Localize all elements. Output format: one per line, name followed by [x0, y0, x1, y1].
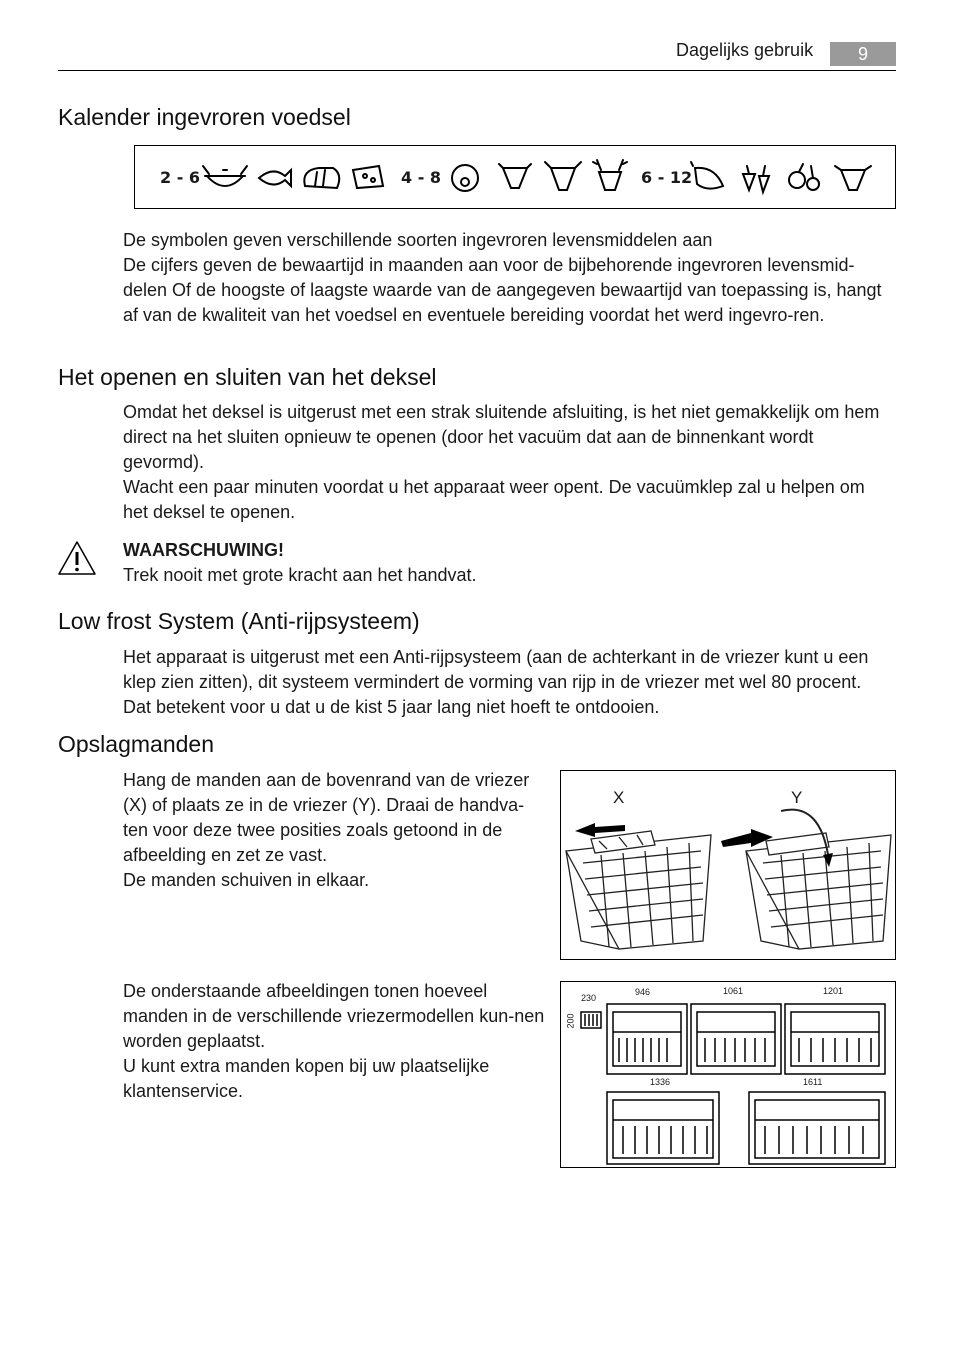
dim-200: 200: [565, 1013, 576, 1029]
calendar-text: [123, 228, 898, 328]
basket-x-drawing: [566, 831, 711, 949]
dim-1201: 1201: [823, 986, 844, 996]
range-2-6: 2 - 6: [160, 168, 201, 187]
baskets-para-2: De manden schuiven in elkaar.: [123, 870, 370, 890]
warning-text: Trek nooit met grote kracht aan het handvat.: [123, 565, 477, 585]
bread-icon: [304, 168, 339, 188]
warning-icon: [57, 540, 97, 576]
warning-title: WAARSCHUWING!: [123, 540, 284, 560]
page-number: 9: [830, 42, 896, 66]
running-header: Dagelijks gebruik: [676, 40, 814, 60]
baskets-heading: Opslagmanden: [58, 731, 214, 757]
baskets-para-3: De onderstaande afbeeldingen tonen hoeveel manden in de verschillende vriezermodellen kun-nen worden geplaatst.: [123, 981, 545, 1051]
range-4-8: 4 - 8: [401, 168, 442, 187]
deer-icon: [593, 160, 627, 190]
calendar-para-1: De symbolen geven verschillende soorten ingevroren levensmiddelen aan: [123, 230, 713, 250]
basket-positions-figure: [560, 770, 896, 960]
cheese-icon: [353, 166, 383, 188]
cow-icon: [835, 166, 871, 190]
calendar-heading: Kalender ingevroren voedsel: [58, 104, 351, 130]
dim-1611: 1611: [803, 1077, 823, 1087]
calf-icon: [499, 164, 531, 188]
model-946: [607, 1004, 687, 1074]
chicken-icon: [691, 162, 723, 189]
label-x: X: [613, 788, 625, 807]
baskets-para-1: Hang de manden aan de bovenrand van de vriezer (X) of plaats ze in de vriezer (Y). Draai de handva-ten voor deze twee posities zoals getoond in de afbeelding en zet ze vast.: [123, 770, 530, 865]
lowfrost-para: Het apparaat is uitgerust met een Anti-rijpsysteem (aan de achterkant in de vriezer kunt u een klep zien zitten), dit systeem vermindert de vorming van rijp in de vriezer met wel 80 procent. Dat betekent voor u dat u de kist 5 jaar lang niet hoeft te ontdooien.: [123, 647, 869, 717]
fish-icon: [259, 170, 291, 186]
model-1061: [691, 1004, 781, 1074]
lid-para-2: Wacht een paar minuten voordat u het apparaat weer opent. De vacuümklep zal u helpen om het deksel te openen.: [123, 477, 865, 522]
freezer-models-figure: [560, 981, 896, 1168]
basket-y-drawing: [746, 810, 891, 949]
range-6-12: 6 - 12: [641, 168, 693, 187]
fruit-icon: [789, 164, 819, 190]
frozen-food-calendar: [134, 145, 896, 209]
calendar-para-2: De cijfers geven de bewaartijd in maanden aan voor de bijbehorende ingevroren levensmid-delen Of de hoogste of laagste waarde van de aangegeven bewaartijd van toepassing is, hangt af van de kwaliteit van het voedsel en eventuele bereiding voordat het werd ingevro-ren.: [123, 255, 882, 325]
baskets-para-4: U kunt extra manden kopen bij uw plaatselijke klantenservice.: [123, 1056, 490, 1101]
baskets-text-1: [123, 768, 548, 893]
lowfrost-heading: Low frost System (Anti-rijpsysteem): [58, 608, 420, 634]
lid-text: [123, 400, 893, 525]
vegetables-icon: [743, 166, 769, 192]
baskets-text-2: [123, 979, 548, 1104]
model-1336: [607, 1092, 719, 1164]
dim-946: 946: [635, 987, 651, 997]
goat-icon: [545, 162, 581, 190]
model-1201: [785, 1004, 885, 1074]
lowfrost-text: [123, 645, 888, 720]
dim-1061: 1061: [723, 986, 744, 996]
header-rule: [58, 70, 896, 71]
soup-pot-icon: [203, 166, 247, 186]
label-y: Y: [791, 788, 803, 807]
lid-heading: Het openen en sluiten van het deksel: [58, 364, 437, 390]
warning-block: [123, 538, 823, 588]
dim-230: 230: [581, 993, 597, 1003]
rotate-arrow-icon: [823, 853, 833, 867]
single-basket-drawing: [581, 1012, 601, 1028]
dim-1336: 1336: [650, 1077, 671, 1087]
arrow-right-icon: [721, 829, 773, 847]
model-1611: [749, 1092, 885, 1164]
lid-para-1: Omdat het deksel is uitgerust met een strak sluitende afsluiting, is het niet gemakkelijk om hem direct na het sluiten opnieuw te openen (door het vacuüm dat aan de binnenkant wordt gevormd).: [123, 402, 880, 472]
pig-icon: [452, 165, 478, 191]
